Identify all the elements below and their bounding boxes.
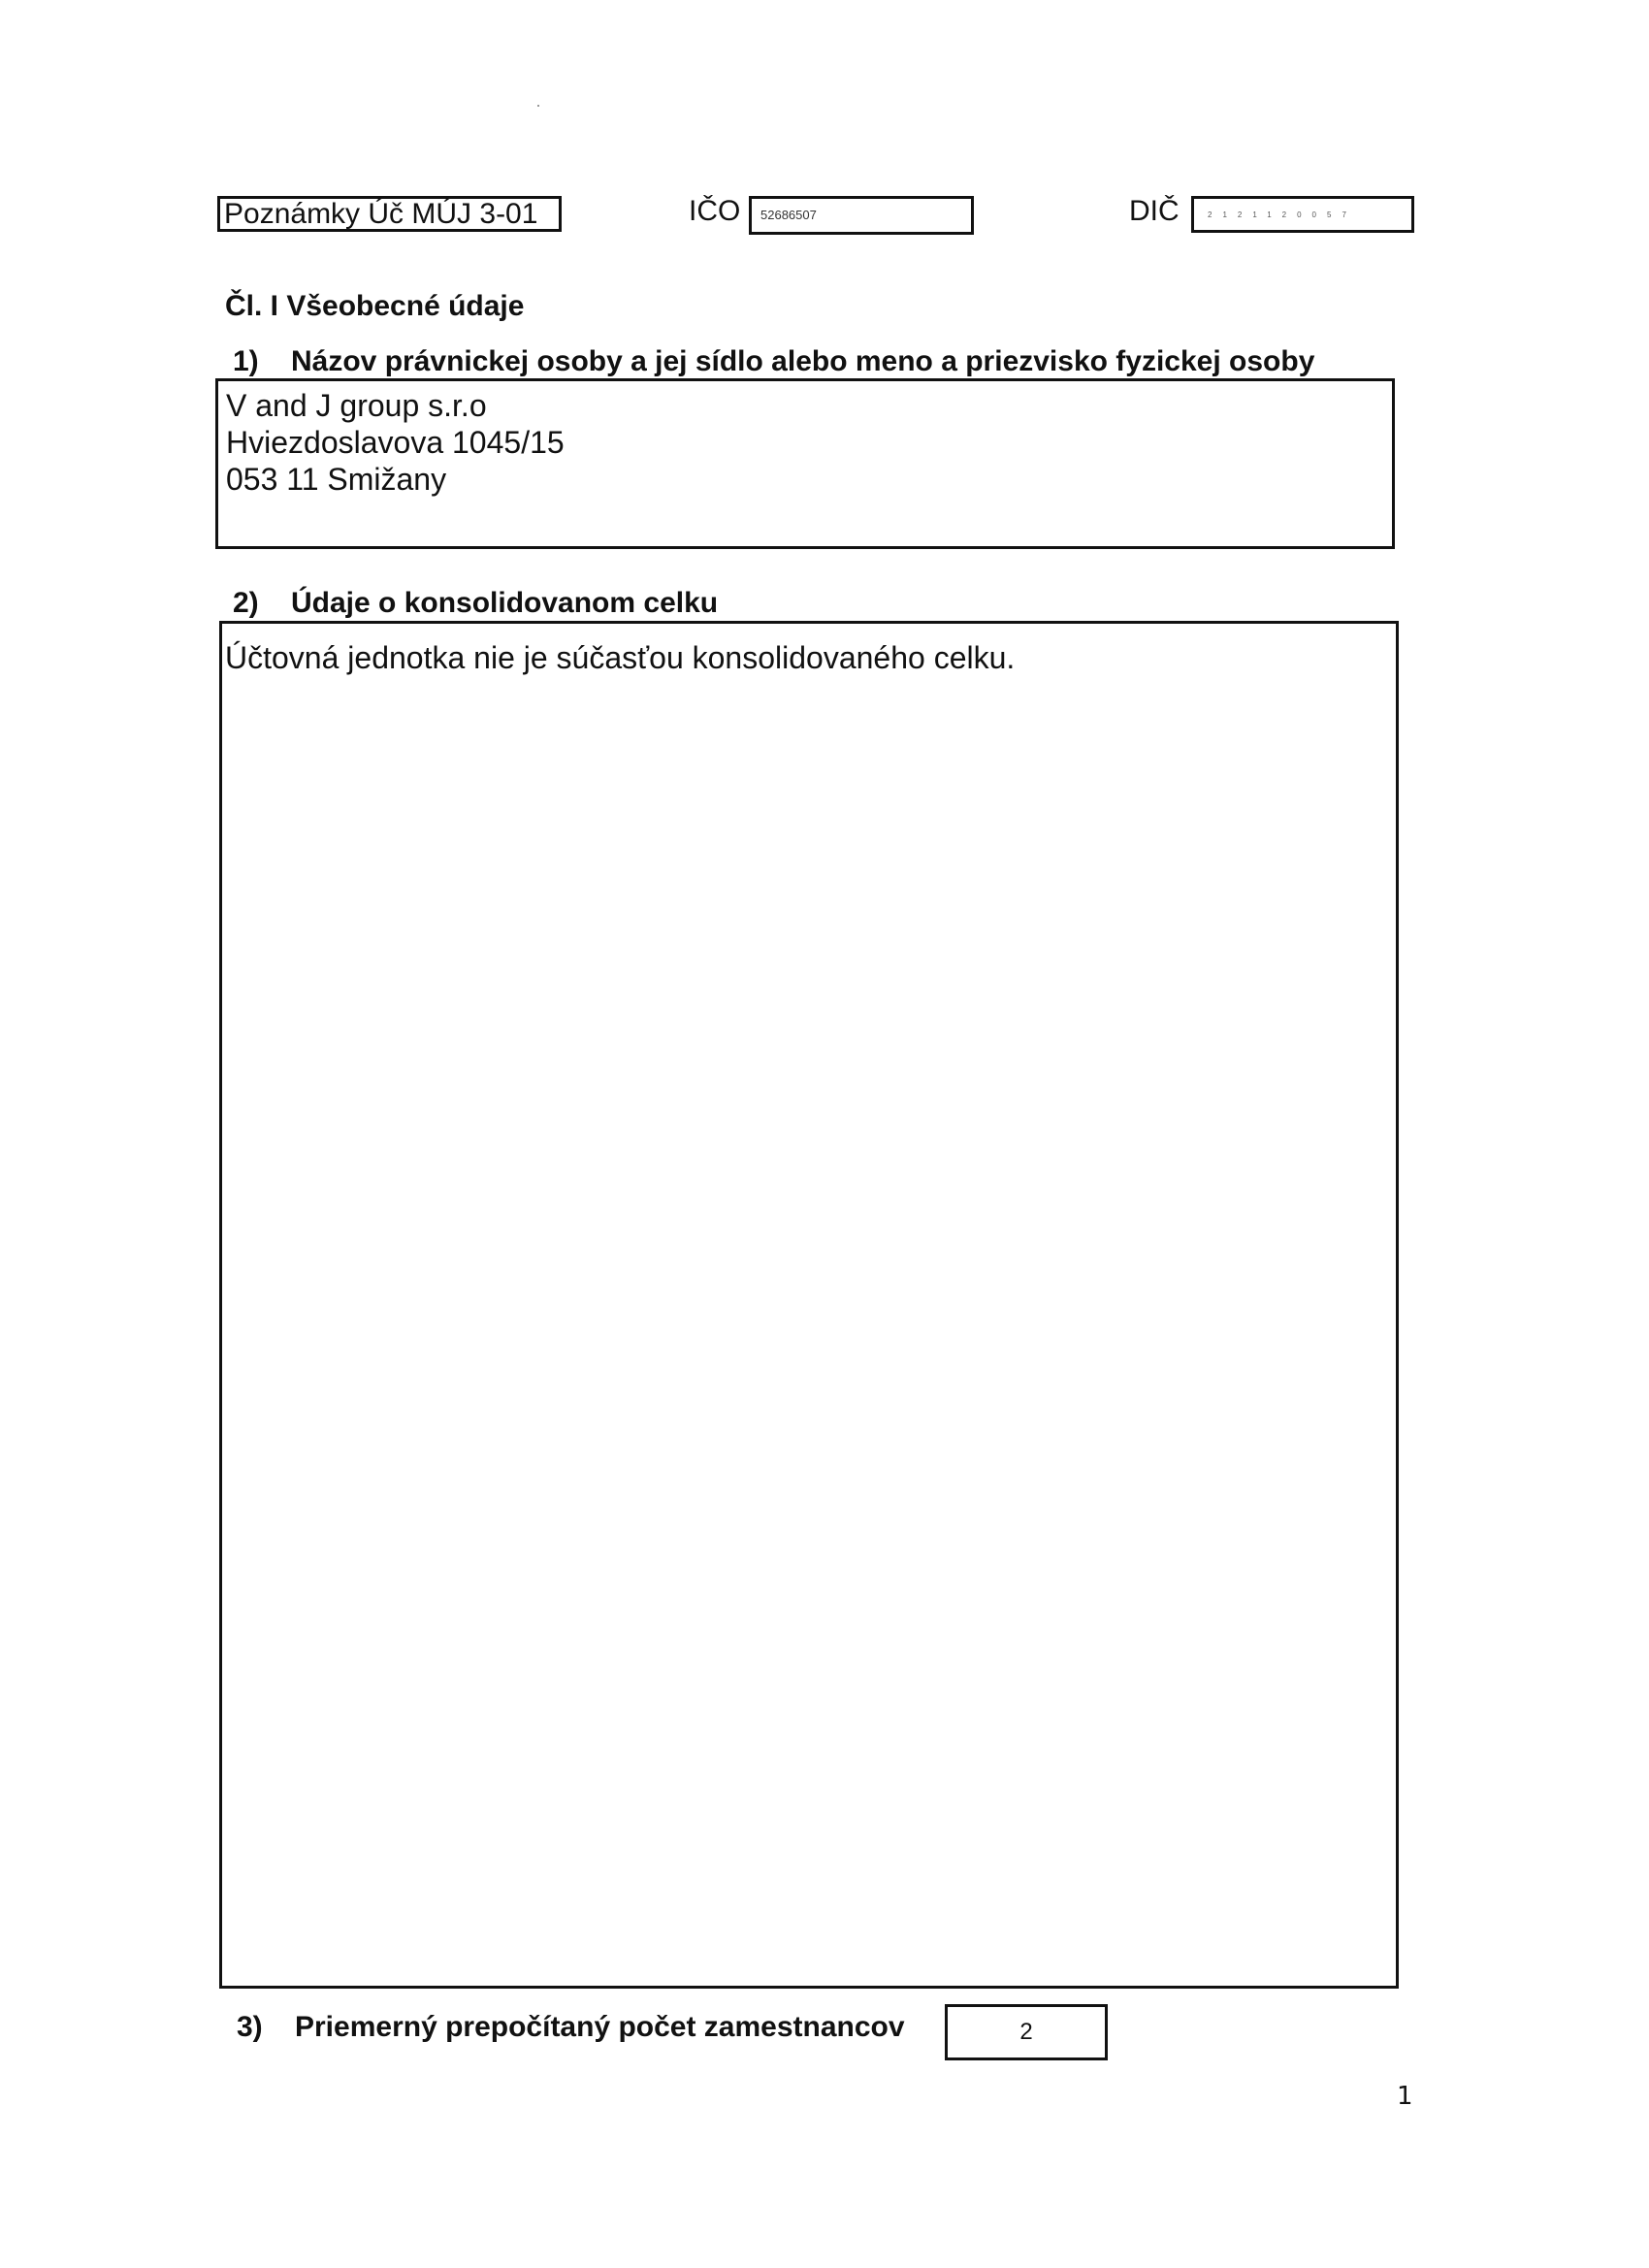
scan-speck: [537, 105, 539, 107]
section1-title: Názov právnickej osoby a jej sídlo alebo meno a priezvisko fyzickej osoby: [291, 345, 1315, 377]
section3-number: 3): [237, 2011, 263, 2043]
section2-number: 2): [233, 587, 259, 619]
employee-count-box: 2: [945, 2004, 1108, 2060]
entity-name-line: V and J group s.r.o: [226, 388, 487, 423]
form-code-box: Poznámky Úč MÚJ 3-01: [217, 196, 562, 232]
page-number: 1: [1397, 2082, 1413, 2111]
section2-title: Údaje o konsolidovanom celku: [291, 587, 719, 619]
section1-heading: [233, 344, 1314, 379]
consolidation-text: Účtovná jednotka nie je súčasťou konsolidovaného celku.: [225, 640, 1016, 675]
section3-title: Priemerný prepočítaný počet zamestnancov: [295, 2011, 905, 2043]
entity-name-address-box: [215, 378, 1395, 549]
article-title: Čl. I Všeobecné údaje: [225, 290, 525, 322]
dic-label: DIČ: [1129, 195, 1180, 227]
consolidation-info-box: [219, 621, 1399, 1989]
ico-label: IČO: [689, 195, 741, 227]
section3-heading: [237, 2010, 905, 2045]
section1-number: 1): [233, 345, 259, 377]
dic-field: 2121120057: [1191, 196, 1414, 233]
ico-field: 52686507: [749, 196, 974, 235]
section2-heading: [233, 586, 718, 621]
entity-city-line: 053 11 Smižany: [226, 462, 447, 497]
entity-street-line: Hviezdoslavova 1045/15: [226, 425, 565, 460]
